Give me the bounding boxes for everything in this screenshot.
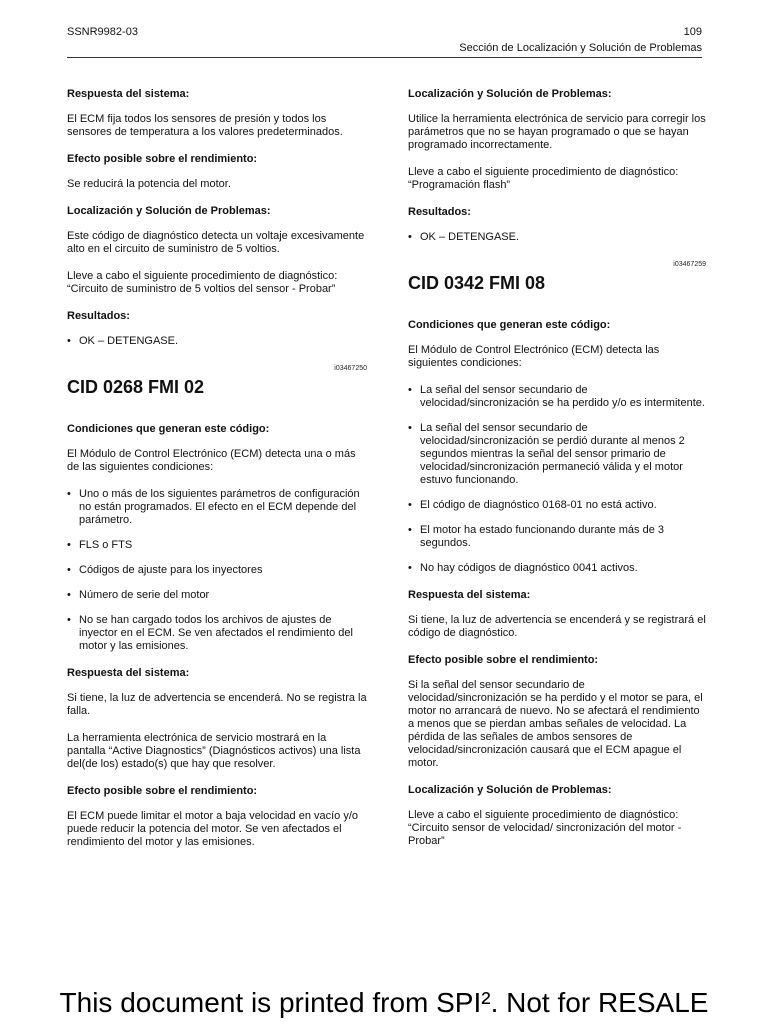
paragraph: El ECM fija todos los sensores de presión y todos los sensores de temperatura a los valores predeterminados. <box>67 113 343 138</box>
image-id: i03467259 <box>673 261 706 268</box>
paragraph: El Módulo de Control Electrónico (ECM) detecta una o más de las siguientes condiciones: <box>67 448 356 473</box>
paragraph: Si tiene, la luz de advertencia se encenderá. No se registra la falla. <box>67 692 367 717</box>
heading-results: Resultados: <box>67 310 130 322</box>
heading-troubleshooting: Localización y Solución de Problemas: <box>408 784 612 796</box>
heading-conditions: Condiciones que generan este código: <box>408 319 611 331</box>
results-list <box>408 231 706 244</box>
list-item: • Códigos de ajuste para los inyectores <box>67 564 367 577</box>
conditions-list <box>67 488 367 653</box>
paragraph: Si la señal del sensor secundario de velocidad/sincronización se ha perdido y el motor se para, el motor no arrancará de nuevo. No se afectará el rendimiento a menos que se pierdan ambas señales de velocidad. La pérdida de las señales de ambos sensores de velocidad/sincronización causará que el ECM apague el motor. <box>408 679 703 769</box>
list-item: • Número de serie del motor <box>67 589 367 602</box>
list-item: • No se han cargado todos los archivos de ajustes de inyector en el ECM. Se ven afectados el rendimiento del motor y las emisiones. <box>67 614 367 653</box>
list-item: • OK – DETENGASE. <box>408 231 706 244</box>
cid-title: CID 0268 FMI 02 <box>67 377 205 397</box>
paragraph: Este código de diagnóstico detecta un voltaje excesivamente alto en el circuito de suministro de 5 voltios. <box>67 230 365 255</box>
paragraph: La herramienta electrónica de servicio mostrará en la pantalla “Active Diagnostics” (Diagnósticos activos) una lista del(de los) estado(s) que hay que resolver. <box>67 732 361 770</box>
header-rule <box>67 57 702 58</box>
list-item: • El motor ha estado funcionando durante más de 3 segundos. <box>408 524 706 550</box>
heading-conditions: Condiciones que generan este código: <box>67 423 270 435</box>
heading-performance-effect: Efecto posible sobre el rendimiento: <box>67 785 258 797</box>
list-item: • No hay códigos de diagnóstico 0041 activos. <box>408 562 706 575</box>
paragraph: Si tiene, la luz de advertencia se encenderá y se registrará el código de diagnóstico. <box>408 614 706 639</box>
right-column <box>408 88 706 862</box>
heading-troubleshooting: Localización y Solución de Problemas: <box>408 88 612 100</box>
paragraph: Utilice la herramienta electrónica de servicio para corregir los parámetros que no se hayan programado o que se hayan programado incorrectamente. <box>408 113 706 151</box>
document-code: SSNR9982-03 <box>67 26 138 38</box>
heading-performance-effect: Efecto posible sobre el rendimiento: <box>67 153 258 165</box>
results-list <box>67 335 367 348</box>
list-item: • OK – DETENGASE. <box>67 335 367 348</box>
heading-results: Resultados: <box>408 206 471 218</box>
list-item: • El código de diagnóstico 0168-01 no está activo. <box>408 499 706 512</box>
list-item: • Uno o más de los siguientes parámetros de configuración no están programados. El efecto en el ECM depende del parámetro. <box>67 488 367 527</box>
heading-system-response: Respuesta del sistema: <box>67 88 190 100</box>
heading-troubleshooting: Localización y Solución de Problemas: <box>67 205 271 217</box>
paragraph: Lleve a cabo el siguiente procedimiento de diagnóstico: “Circuito sensor de velocidad/ sincronización del motor - Probar” <box>408 809 682 847</box>
paragraph: Se reducirá la potencia del motor. <box>67 178 231 190</box>
conditions-list <box>408 384 706 575</box>
heading-system-response: Respuesta del sistema: <box>408 589 531 601</box>
heading-performance-effect: Efecto posible sobre el rendimiento: <box>408 654 599 666</box>
page-number: 109 <box>683 26 702 38</box>
heading-system-response: Respuesta del sistema: <box>67 667 190 679</box>
list-item: • La señal del sensor secundario de velocidad/sincronización se perdió durante al menos 2 segundos mientras la señal del sensor primario de velocidad/sincronización permaneció válida y el motor estuvo funcionando. <box>408 422 706 487</box>
paragraph: El ECM puede limitar el motor a baja velocidad en vacío y/o puede reducir la potencia del motor. Se ven afectados el rendimiento del motor y las emisiones. <box>67 810 359 848</box>
resale-notice: This document is printed from SPI². Not for RESALE <box>59 987 709 1018</box>
paragraph: Lleve a cabo el siguiente procedimiento de diagnóstico: “Circuito de suministro de 5 voltios del sensor - Probar” <box>67 270 338 295</box>
list-item: • FLS o FTS <box>67 539 367 552</box>
cid-title: CID 0342 FMI 08 <box>408 273 546 293</box>
image-id: i03467250 <box>334 365 367 372</box>
list-item: • La señal del sensor secundario de velocidad/sincronización se ha perdido y/o es intermitente. <box>408 384 706 410</box>
left-column <box>67 88 367 863</box>
paragraph: Lleve a cabo el siguiente procedimiento de diagnóstico: “Programación flash” <box>408 166 679 191</box>
paragraph: El Módulo de Control Electrónico (ECM) detecta las siguientes condiciones: <box>408 344 660 369</box>
section-title: Sección de Localización y Solución de Problemas <box>459 42 702 54</box>
